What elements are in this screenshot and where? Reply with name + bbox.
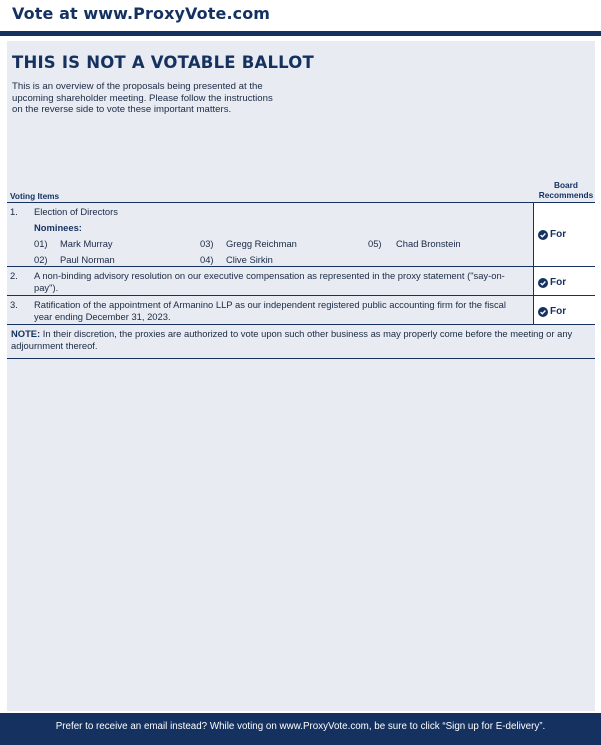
recommendation — [538, 277, 566, 288]
recommendation — [538, 229, 566, 240]
note-text: In their discretion, the proxies are authorized to vote upon such other business as may properly come before the meeting or any adjournment thereof. — [11, 328, 573, 351]
nominee-number: 03) — [200, 238, 214, 249]
nominee-number: 01) — [34, 238, 48, 249]
item-text: Election of Directors — [34, 206, 118, 217]
voting-item-1 — [7, 202, 595, 267]
recommendation-label: For — [550, 277, 567, 288]
nominee-number: 05) — [368, 238, 382, 249]
recommendation-cell — [533, 203, 595, 267]
check-circle-icon — [538, 307, 548, 317]
recommendation — [538, 306, 566, 317]
content-panel — [7, 41, 595, 711]
item-number: 1. — [10, 206, 18, 217]
nominees-label: Nominees: — [34, 222, 82, 233]
item-number: 3. — [10, 299, 18, 310]
recommendation-cell — [533, 267, 595, 296]
nominee-name: Mark Murray — [60, 238, 113, 249]
nominee-name: Gregg Reichman — [226, 238, 297, 249]
item-text-line2: pay"). — [34, 282, 59, 293]
board-header-line1: Board — [554, 180, 578, 190]
footer-banner — [0, 713, 601, 745]
voting-item-2 — [7, 266, 595, 296]
board-recommends-header — [536, 181, 596, 200]
nominee-name: Chad Bronstein — [396, 238, 461, 249]
check-circle-icon — [538, 278, 548, 288]
note-row — [7, 324, 595, 359]
header-rule — [0, 31, 601, 36]
nominee-number: 04) — [200, 254, 214, 265]
board-header-line2: Recommends — [538, 189, 594, 200]
recommendation-cell — [533, 296, 595, 325]
note-label: NOTE: — [11, 328, 41, 339]
recommendation-label: For — [550, 306, 567, 317]
item-text-line2: year ending December 31, 2023. — [34, 311, 171, 322]
item-text-line1: A non-binding advisory resolution on our executive compensation as represented in the proxy statement ("say-on- — [34, 270, 505, 281]
item-number: 2. — [10, 270, 18, 281]
notice-body: This is an overview of the proposals being presented at the upcoming shareholder meeting. Please follow the instructions on the reverse side to vote these important matters. — [12, 81, 273, 115]
voting-item-3 — [7, 295, 595, 325]
item-text-line1: Ratification of the appointment of Armanino LLP as our independent registered public accounting firm for the fiscal — [34, 299, 506, 310]
recommendation-label: For — [550, 229, 567, 240]
header-title: Vote at www.ProxyVote.com — [12, 4, 271, 23]
nominee-name: Clive Sirkin — [226, 254, 273, 265]
nominee-name: Paul Norman — [60, 254, 115, 265]
footer-text: Prefer to receive an email instead? While voting on www.ProxyVote.com, be sure to click “Sign up for E-delivery”. — [55, 721, 546, 732]
nominee-number: 02) — [34, 254, 48, 265]
note — [11, 328, 591, 351]
check-circle-icon — [538, 230, 548, 240]
notice-title: THIS IS NOT A VOTABLE BALLOT — [12, 53, 314, 72]
voting-items-header: Voting Items — [10, 191, 60, 201]
